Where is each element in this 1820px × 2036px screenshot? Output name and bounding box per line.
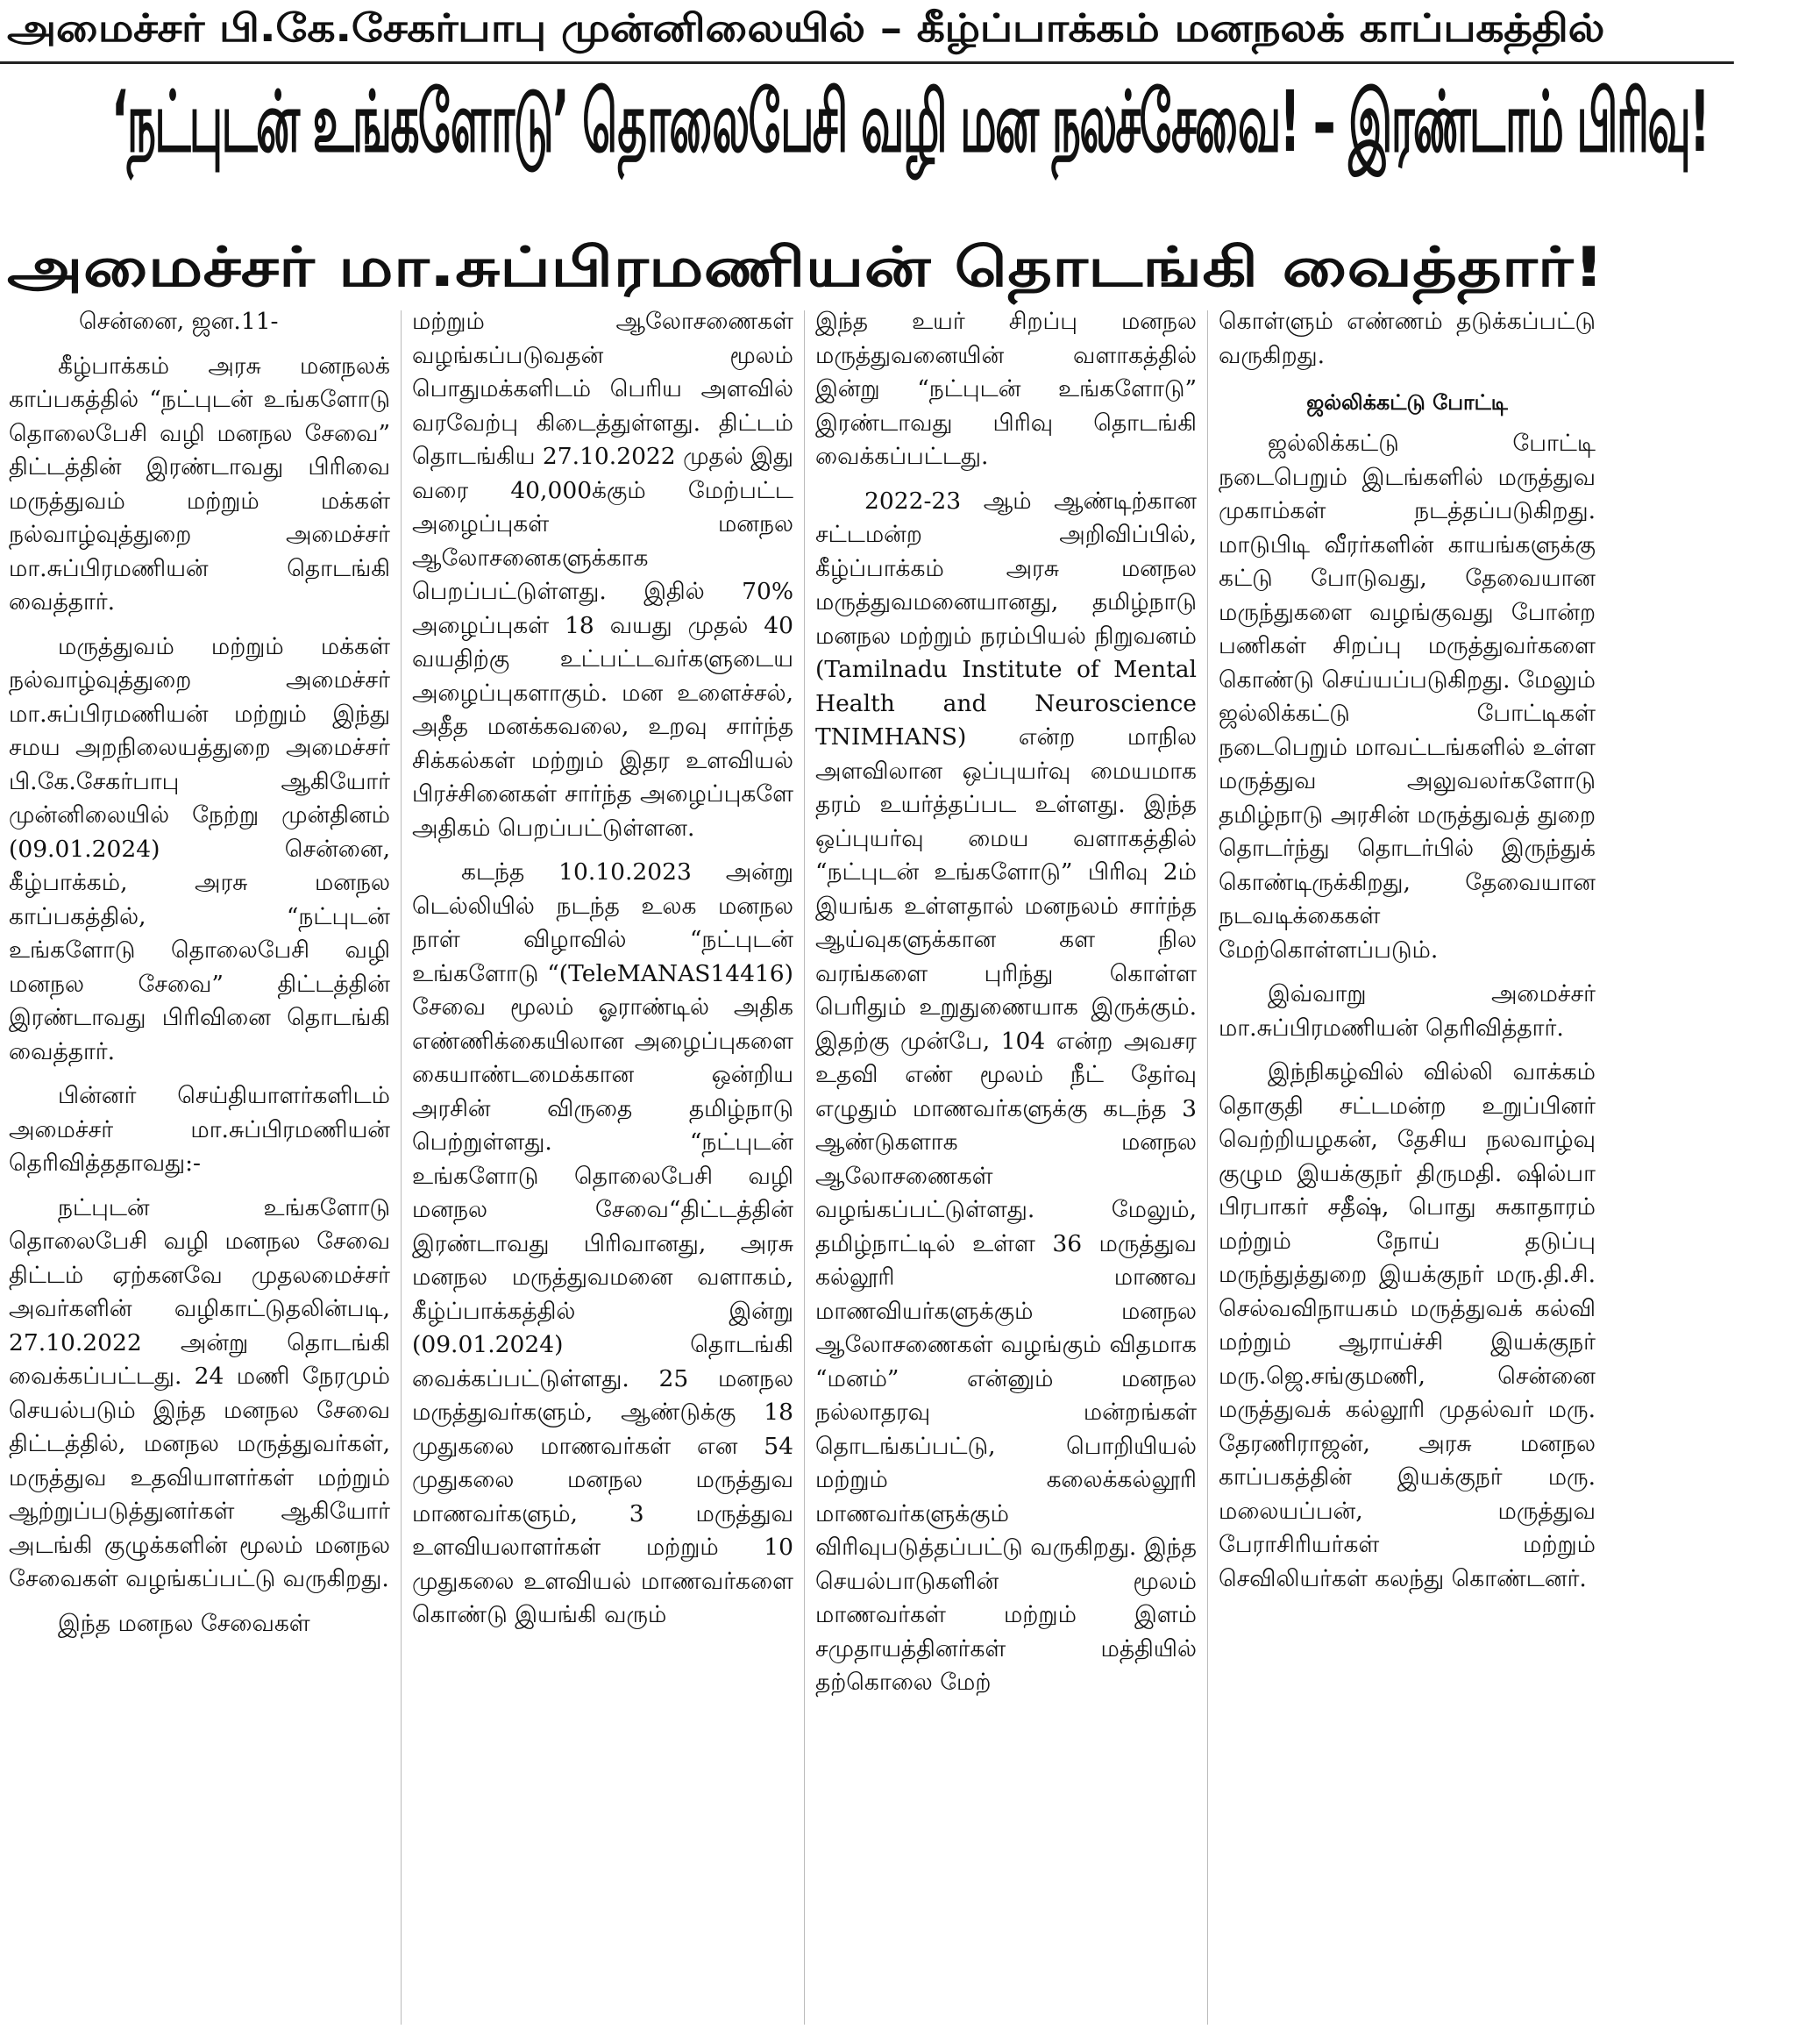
kicker-headline: அமைச்சர் பி.கே.சேகர்பாபு முன்னிலையில் – கீழ்ப்பாக்கம் மனநலக் காப்பகத்தில் [0, 0, 1734, 64]
column-divider [401, 310, 402, 2025]
column-4 [1219, 305, 1596, 2028]
paragraph: இந்நிகழ்வில் வில்லி வாக்கம் தொகுதி சட்டமன்ற உறுப்பினர் வெற்றியழகன், தேசிய நலவாழ்வு குழும இயக்குநர் திருமதி. ஷில்பா பிரபாகர் சதீஷ், பொது சுகாதாரம் மற்றும் நோய் தடுப்பு மருந்துத்துறை இயக்குநர் மரு.தி.சி. செல்வவிநாயகம் மருத்துவக் கல்வி மற்றும் ஆராய்ச்சி இயக்குநர் மரு.ஜெ.சங்குமணி, சென்னை மருத்துவக் கல்லூரி முதல்வர் மரு. தேரணிராஜன், அரசு மனநல காப்பகத்தின் இயக்குநர் மரு. மலையப்பன், மருத்துவ பேராசிரியர்கள் மற்றும் செவிலியர்கள் கலந்து கொண்டனர். [1219, 1058, 1596, 1592]
column-3 [815, 305, 1197, 2028]
paragraph: கொள்ளும் எண்ணம் தடுக்கப்பட்டு வருகிறது. [1219, 308, 1596, 369]
paragraph: இந்த உயர் சிறப்பு மனநல மருத்துவனையின் வளாகத்தில் இன்று “நட்புடன் உங்களோடு” இரண்டாவது பிரிவு தொடங்கி வைக்கப்பட்டது. [815, 308, 1197, 470]
paragraph: இந்த மனநல சேவைகள் [58, 1609, 310, 1637]
paragraph: பின்னர் செய்தியாளர்களிடம் அமைச்சர் மா.சுப்பிரமணியன் தெரிவித்ததாவது:- [9, 1082, 390, 1177]
paragraph: கீழ்பாக்கம் அரசு மனநலக் காப்பகத்தில் “நட்புடன் உங்களோடு தொலைபேசி வழி மனநல சேவை” திட்டத்தின் இரண்டாவது பிரிவை மருத்துவம் மற்றும் மக்கள் நல்வாழ்வுத்துறை அமைச்சர் மா.சுப்பிரமணியன் தொடங்கி வைத்தார். [9, 352, 390, 616]
paragraph: 2022-23 ஆம் ஆண்டிற்கான சட்டமன்ற அறிவிப்பில், கீழ்ப்பாக்கம் அரசு மனநல மருத்துவமனையானது, தமிழ்நாடு மனநல மற்றும் நரம்பியல் நிறுவனம் (Tamilnadu Institute of Mental Health and Neuroscience TNIMHANS) என்ற மாநில அளவிலான ஒப்புயர்வு மையமாக தரம் உயர்த்தப்பட உள்ளது. இந்த ஒப்புயர்வு மைய வளாகத்தில் “நட்புடன் உங்களோடு” பிரிவு 2ம் இயங்க உள்ளதால் மனநலம் சார்ந்த ஆய்வுகளுக்கான கள நில வரங்களை புரிந்து கொள்ள பெரிதும் உறுதுணையாக இருக்கும். இதற்கு முன்பே, 104 என்ற அவசர உதவி எண் மூலம் நீட் தேர்வு எழுதும் மாணவர்களுக்கு கடந்த 3 ஆண்டுகளாக மனநல ஆலோசணைகள் வழங்கப்பட்டுள்ளது. மேலும், தமிழ்நாட்டில் உள்ள 36 மருத்துவ கல்லூரி மாணவ மாணவியர்களுக்கும் மனநல ஆலோசணைகள் வழங்கும் விதமாக “மனம்” என்னும் மனநல நல்லாதரவு மன்றங்கள் தொடங்கப்பட்டு, பொறியியல் மற்றும் கலைக்கல்லூரி மாணவர்களுக்கும் விரிவுபடுத்தப்பட்டு வருகிறது. இந்த செயல்பாடுகளின் மூலம் மாணவர்கள் மற்றும் இளம் சமுதாயத்தினர்கள் மத்தியில் தற்கொலை மேற் [815, 487, 1197, 1696]
paragraph: மருத்துவம் மற்றும் மக்கள் நல்வாழ்வுத்துறை அமைச்சர் மா.சுப்பிரமணியன் மற்றும் இந்து சமய அறநிலையத்துறை அமைச்சர் பி.கே.சேகர்பாபு ஆகியோர் முன்னிலையில் நேற்று முன்தினம் (09.01.2024) சென்னை, கீழ்பாக்கம், அரசு மனநல காப்பகத்தில், “நட்புடன் உங்களோடு தொலைபேசி வழி மனநல சேவை” திட்டத்தின் இரண்டாவது பிரிவினை தொடங்கி வைத்தார். [9, 632, 390, 1065]
sub-headline: அமைச்சர் மா.சுப்பிரமணியன் தொடங்கி வைத்தார்! [6, 235, 1604, 299]
paragraph: கடந்த 10.10.2023 அன்று டெல்லியில் நடந்த உலக மனநல நாள் விழாவில் “நட்புடன் உங்களோடு “(TeleMANAS14416) சேவை மூலம் ஓராண்டில் அதிக எண்ணிக்கையிலான அழைப்புகளை கையாண்டமைக்கான ஒன்றிய அரசின் விருதை தமிழ்நாடு பெற்றுள்ளது. “நட்புடன் உங்களோடு தொலைபேசி வழி மனநல சேவை“திட்டத்தின் இரண்டாவது பிரிவானது, அரசு மனநல மருத்துவமனை வளாகம், கீழ்ப்பாக்கத்தில் இன்று (09.01.2024) தொடங்கி வைக்கப்பட்டுள்ளது. 25 மனநல மருத்துவர்களும், ஆண்டுக்கு 18 முதுகலை மாணவர்கள் என 54 முதுகலை மனநல மருத்துவ மாணவர்களும், 3 மருத்துவ உளவியலாளர்கள் மற்றும் 10 முதுகலை உளவியல் மாணவர்களை கொண்டு இயங்கி வரும் [412, 858, 793, 1628]
column-divider [1207, 310, 1208, 2025]
column-divider [804, 310, 805, 2025]
column-1 [9, 305, 390, 2028]
paragraph: மற்றும் ஆலோசணைகள் வழங்கப்படுவதன் மூலம் பொதுமக்களிடம் பெரிய அளவில் வரவேற்பு கிடைத்துள்ளது. திட்டம் தொடங்கிய 27.10.2022 முதல் இது வரை 40,000க்கும் மேற்பட்ட அழைப்புகள் மனநல ஆலோசனைகளுக்காக பெறப்பட்டுள்ளது. இதில் 70% அழைப்புகள் 18 வயது முதல் 40 வயதிற்கு உட்பட்டவர்களுடைய அழைப்புகளாகும். மன உளைச்சல், அதீத மனக்கவலை, உறவு சார்ந்த சிக்கல்கள் மற்றும் இதர உளவியல் பிரச்சினைகள் சார்ந்த அழைப்புகளே அதிகம் பெறப்பட்டுள்ளன. [412, 308, 793, 842]
main-headline: ‘நட்புடன் உங்களோடு’ தொலைபேசி வழி மன நலச்சேவை! – இரண்டாம் பிரிவு! [110, 74, 1709, 172]
article-body [9, 305, 1603, 2028]
section-subtitle: ஜல்லிக்கட்டு போட்டி [1306, 390, 1508, 415]
paragraph: இவ்வாறு அமைச்சர் மா.சுப்பிரமணியன் தெரிவித்தார். [1219, 980, 1596, 1042]
paragraph: ஜல்லிக்கட்டு போட்டி நடைபெறும் இடங்களில் மருத்துவ முகாம்கள் நடத்தப்படுகிறது. மாடுபிடி வீரர்களின் காயங்களுக்கு கட்டு போடுவது, தேவையான மருந்துகளை வழங்குவது போன்ற பணிகள் சிறப்பு மருத்துவர்களை கொண்டு செய்யப்படுகிறது. மேலும் ஜல்லிக்கட்டு போட்டிகள் நடைபெறும் மாவட்டங்களில் உள்ள மருத்துவ அலுவலர்களோடு தமிழ்நாடு அரசின் மருத்துவத் துறை தொடர்ந்து தொடர்பில் இருந்துக் கொண்டிருக்கிறது, தேவையான நடவடிக்கைகள் மேற்கொள்ளப்படும். [1219, 430, 1596, 964]
paragraph: நட்புடன் உங்களோடு தொலைபேசி வழி மனநல சேவை திட்டம் ஏற்கனவே முதலமைச்சர் அவர்களின் வழிகாட்டுதலின்படி, 27.10.2022 அன்று தொடங்கி வைக்கப்பட்டது. 24 மணி நேரமும் செயல்படும் இந்த மனநல சேவை திட்டத்தில், மனநல மருத்துவர்கள், மருத்துவ உதவியாளர்கள் மற்றும் ஆற்றுப்படுத்துனர்கள் ஆகியோர் அடங்கி குழுக்களின் மூலம் மனநல சேவைகள் வழங்கப்பட்டு வருகிறது. [9, 1193, 390, 1592]
column-2 [412, 305, 793, 2028]
dateline: சென்னை, ஜன.11- [79, 308, 279, 335]
